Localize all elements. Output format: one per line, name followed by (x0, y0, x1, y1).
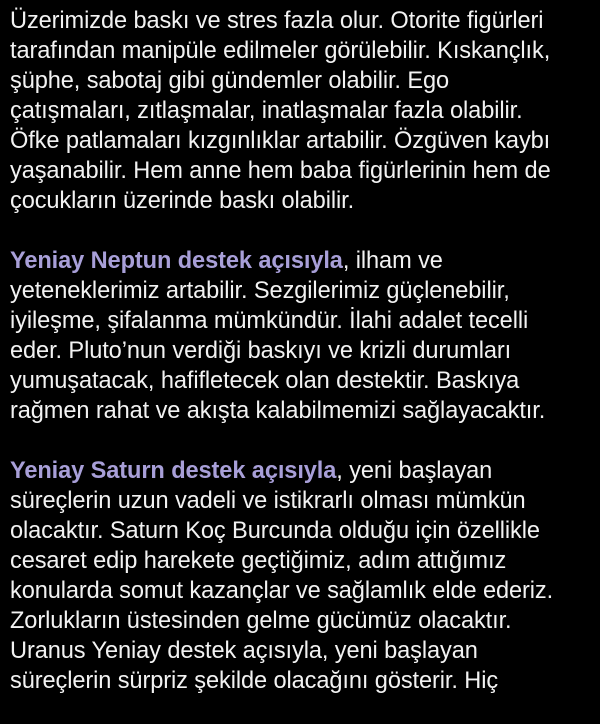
text-line: Zorlukların üstesinden gelme gücümüz olacaktır. (10, 608, 512, 634)
text-line: konularda somut kazançlar ve sağlamlık elde ederiz. (10, 578, 554, 604)
text-line: şüphe, sabotaj gibi gündemler olabilir. Ego (10, 68, 450, 94)
text-line: çatışmaları, zıtlaşmalar, inatlaşmalar fazla olabilir. (10, 98, 523, 124)
saturn-highlight: Yeniay Saturn destek açısıyla (10, 458, 337, 484)
text-line (10, 246, 595, 276)
article-body (10, 6, 595, 696)
text-line: Öfke patlamaları kızgınlıklar artabilir. Özgüven kaybı (10, 128, 551, 154)
text-line: rağmen rahat ve akışta kalabilmemizi sağlayacaktır. (10, 398, 546, 424)
text-line: süreçlerin uzun vadeli ve istikrarlı olması mümkün (10, 488, 526, 514)
text-line (10, 456, 595, 486)
text-fragment: , ilham ve (342, 248, 443, 274)
text-line: yeteneklerimiz artabilir. Sezgilerimiz güçlenebilir, (10, 278, 510, 304)
text-line: eder. Pluto’nun verdiği baskıyı ve krizli durumları (10, 338, 512, 364)
text-line: çocukların üzerinde baskı olabilir. (10, 188, 355, 214)
text-line: yumuşatacak, hafifletecek olan destektir. Baskıya (10, 368, 520, 394)
text-line: cesaret edip harekete geçtiğimiz, adım attığımız (10, 548, 507, 574)
paragraph-1 (10, 6, 595, 216)
text-line: tarafından manipüle edilmeler görülebilir. Kıskançlık, (10, 38, 551, 64)
paragraph-spacer (10, 216, 595, 246)
paragraph-spacer (10, 426, 595, 456)
text-line: süreçlerin sürpriz şekilde olacağını gösterir. Hiç (10, 668, 499, 694)
neptun-highlight: Yeniay Neptun destek açısıyla (10, 248, 343, 274)
text-line: yaşanabilir. Hem anne hem baba figürlerinin hem de (10, 158, 551, 184)
paragraph-3 (10, 456, 595, 696)
text-line: Üzerimizde baskı ve stres fazla olur. Otorite figürleri (10, 8, 544, 34)
text-line: Uranus Yeniay destek açısıyla, yeni başlayan (10, 638, 478, 664)
text-fragment: , yeni başlayan (336, 458, 493, 484)
paragraph-2 (10, 246, 595, 426)
text-line: olacaktır. Saturn Koç Burcunda olduğu için özellikle (10, 518, 540, 544)
text-line: iyileşme, şifalanma mümkündür. İlahi adalet tecelli (10, 308, 529, 334)
